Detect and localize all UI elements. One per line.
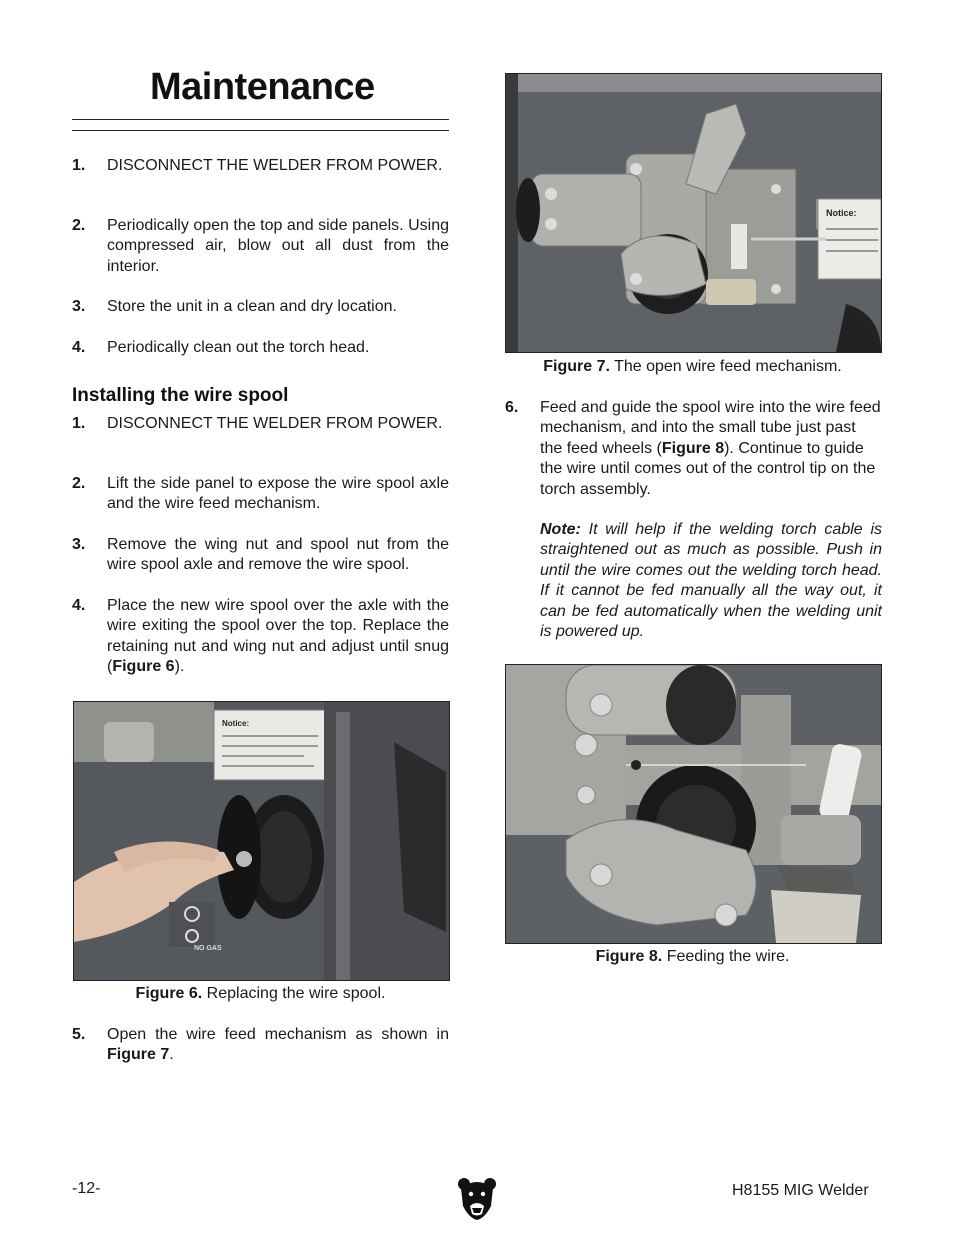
step-number: 4. [72, 597, 86, 614]
step-number: 5. [72, 1026, 86, 1043]
figure-7-photo [505, 73, 882, 353]
figure-8-caption [505, 948, 880, 966]
section-heading: Installing the wire spool [72, 385, 289, 406]
note-text [540, 520, 882, 642]
step-number: 6. [505, 399, 519, 416]
spool-illustration [74, 702, 449, 980]
step-text: Periodically clean out the torch head. [107, 339, 370, 356]
maintenance-step [72, 297, 449, 317]
model-name: H8155 MIG Welder [732, 1182, 869, 1199]
page-title: Maintenance [150, 66, 375, 108]
step-text-part: Feed and guide the spool wire into the wire feed mechanism, and into the small tube just past the feed wheels ( [540, 399, 881, 457]
step-text: DISCONNECT THE WELDER FROM POWER. [107, 415, 443, 432]
figure-8-photo [505, 664, 882, 944]
maintenance-step [72, 216, 449, 277]
step-text-part: . [169, 1046, 174, 1064]
step-text-part: Open the wire feed mechanism as shown in [107, 1026, 449, 1043]
spool-step [505, 398, 882, 500]
figure-label: Figure 8. [595, 948, 663, 965]
note-block [505, 520, 882, 642]
figure-reference: Figure 6 [112, 658, 175, 676]
figure-label: Figure 6. [135, 985, 203, 1002]
spool-step [72, 474, 449, 515]
step-number: 1. [72, 157, 86, 174]
wire-feed-open-illustration [506, 74, 881, 352]
figure-reference: Figure 8 [661, 439, 725, 457]
sticker-title: Notice: [826, 208, 857, 218]
figure-6-caption [73, 985, 448, 1003]
step-number: 2. [72, 475, 86, 492]
step-number: 3. [72, 298, 86, 315]
note-body: It will help if the welding torch cable is straightened out as much as possible. Push in until the wire comes out the welding torch head. If it cannot be fed manually all the way out, it can be fed automatically when the welding unit is powered up. [540, 521, 882, 641]
step-number: 2. [72, 217, 86, 234]
note-label: Note: [540, 521, 581, 538]
step-number: 4. [72, 339, 86, 356]
spool-step [72, 535, 449, 576]
step-number: 1. [72, 415, 86, 432]
step-text-part: ). [174, 658, 185, 676]
caption-text: The open wire feed mechanism. [609, 358, 842, 375]
spool-step [72, 596, 449, 678]
step-text: DISCONNECT THE WELDER FROM POWER. [107, 157, 443, 174]
step-text [107, 1025, 449, 1066]
title-rule-bottom [72, 130, 449, 131]
figure-7-caption [505, 358, 880, 376]
step-text-part: ). Continue to guide the wire until comes out of the control tip on the torch assembly. [540, 439, 876, 498]
step-text [540, 398, 882, 500]
sticker-title: Notice: [222, 719, 250, 728]
figure-reference: Figure 7 [107, 1046, 170, 1064]
feeding-wire-illustration [506, 665, 881, 943]
panel-label: NO GAS [194, 945, 222, 952]
spool-step [72, 414, 449, 434]
step-text: Store the unit in a clean and dry location. [107, 298, 397, 315]
figure-6-photo [73, 701, 450, 981]
spool-step [72, 1025, 449, 1066]
page-number: -12- [72, 1180, 101, 1197]
figure-label: Figure 7. [543, 358, 610, 375]
step-text: Periodically open the top and side panels. Using compressed air, blow out all dust from the interior. [107, 217, 449, 275]
maintenance-step [72, 338, 449, 358]
bear-logo-icon [457, 1176, 497, 1220]
step-text [107, 596, 449, 678]
title-rule-top [72, 119, 449, 120]
caption-text: Feeding the wire. [662, 948, 790, 965]
step-text: Remove the wing nut and spool nut from the wire spool axle and remove the wire spool. [107, 536, 449, 574]
step-number: 3. [72, 536, 86, 553]
maintenance-step [72, 156, 449, 176]
step-text: Lift the side panel to expose the wire spool axle and the wire feed mechanism. [107, 475, 449, 513]
caption-text: Replacing the wire spool. [202, 985, 386, 1002]
step-text-part: Place the new wire spool over the axle with the wire exiting the spool over the top. Replace the retaining nut and wing nut and adjust until snug ( [107, 597, 449, 676]
